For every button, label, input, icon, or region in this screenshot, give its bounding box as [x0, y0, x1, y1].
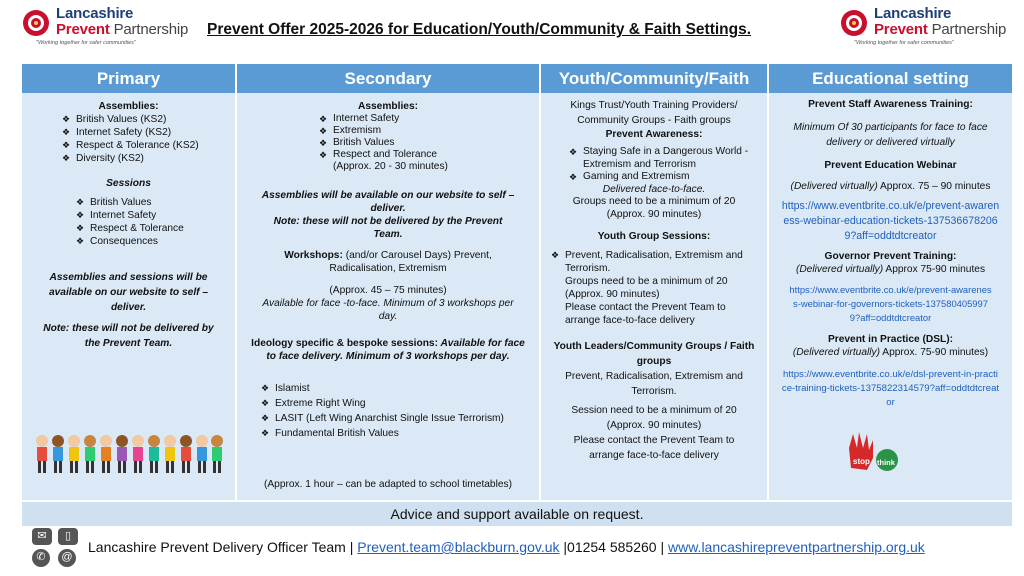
ideology-list — [261, 381, 531, 441]
mobile-icon: ▯ — [58, 528, 78, 545]
workshops-duration: (Approx. 45 – 75 minutes) — [329, 285, 447, 296]
ygs-duration: (Approx. 90 minutes) — [565, 289, 660, 300]
ideology-text: Ideology specific & bespoke sessions: Available for face to face delivery. Minimum of 3 workshops per day. — [251, 338, 525, 362]
ygs-list — [551, 249, 761, 275]
not-delivered-note: Note: these will not be delivered by the Prevent Team. — [43, 323, 214, 349]
think-label: think — [877, 458, 895, 467]
list-item: ❖ Diversity (KS2) — [62, 152, 227, 165]
list-item: ❖ Islamist — [261, 381, 531, 396]
rose-icon — [22, 9, 50, 37]
website-link[interactable]: www.lancashirepreventpartnership.org.uk — [668, 539, 925, 555]
column-educational-setting — [769, 64, 1012, 500]
stop-label: stop — [853, 457, 870, 466]
column-youth-community-faith — [541, 64, 767, 500]
awareness-title: Prevent Awareness: — [605, 129, 703, 140]
assemblies-list — [62, 113, 227, 165]
assemblies-title: Assemblies: — [98, 101, 159, 112]
dsl-link[interactable]: https://www.eventbrite.co.uk/e/dsl-prevent-in-practice-training-tickets-1375822314579?aff=oddtdtcreator — [781, 369, 1000, 408]
contact-icons — [32, 528, 84, 570]
advice-bar: Advice and support available on request. — [22, 502, 1012, 526]
logo-line2-rest: Partnership — [927, 21, 1007, 38]
ygs-contact: Please contact the Prevent Team to arrange face-to-face delivery — [565, 302, 726, 326]
leaders-min: Session need to be a minimum of 20 — [571, 405, 737, 416]
logo-left — [22, 6, 188, 47]
column-heading: Secondary — [237, 64, 539, 93]
leaders-duration: (Approx. 90 minutes) — [606, 420, 702, 431]
column-heading: Educational setting — [769, 64, 1012, 93]
assemblies-duration: (Approx. 20 - 30 minutes) — [333, 161, 448, 172]
column-heading: Primary — [22, 64, 235, 93]
child-figures — [36, 435, 223, 473]
webinar-link[interactable]: https://www.eventbrite.co.uk/e/prevent-awareness-webinar-education-tickets-1375366782069?aff=oddtdtcreator — [781, 200, 1000, 242]
self-deliver-note: Assemblies and sessions will be available on our website to self – deliver. — [48, 272, 209, 313]
groups-min: Groups need to be a minimum of 20 — [572, 196, 736, 207]
self-deliver-note: Assemblies will be available on our website to self – deliver. — [261, 190, 515, 214]
ygs-min: Groups need to be a minimum of 20 — [565, 276, 728, 287]
offer-grid — [22, 64, 1012, 500]
workshops-text: Workshops: (and/or Carousel Days) Prevent, Radicalisation, Extremism — [284, 250, 492, 274]
column-heading: Youth/Community/Faith — [541, 64, 767, 93]
logo-right — [840, 6, 1006, 47]
logo-line2-bold: Prevent — [56, 21, 110, 38]
list-item: ❖ Consequences — [76, 235, 227, 248]
governor-info: (Delivered virtually) Approx 75-90 minutes — [795, 264, 986, 275]
logo-line2-bold: Prevent — [874, 21, 928, 38]
workshops-label: Workshops: — [284, 250, 343, 261]
ideology-label: Ideology specific & bespoke sessions: — [251, 338, 438, 349]
list-item: ❖ Extreme Right Wing — [261, 396, 531, 411]
workshops-availability: Available for face -to-face. Minimum of 3 workshops per day. — [262, 298, 514, 322]
contact-line — [88, 539, 925, 555]
list-item: ❖ Gaming and Extremism — [569, 171, 761, 184]
logo-line1: Lancashire — [874, 5, 952, 22]
team-label: Lancashire Prevent Delivery Officer Team | — [88, 539, 358, 555]
email-link[interactable]: Prevent.team@blackburn.gov.uk — [357, 539, 560, 555]
list-item: ❖ Respect and Tolerance — [319, 149, 531, 161]
not-delivered-note: Note: these will not be delivered by the Prevent Team. — [273, 216, 503, 240]
list-item: ❖ British Values — [76, 196, 227, 209]
list-item: ❖ Internet Safety — [319, 113, 531, 125]
rose-icon — [840, 9, 868, 37]
stop-think-logo — [843, 428, 901, 474]
leaders-text: Prevent, Radicalisation, Extremism and Terrorism. — [565, 371, 743, 397]
ideology-duration: (Approx. 1 hour – can be adapted to school timetables) — [263, 479, 513, 490]
dsl-info: (Delivered virtually) Approx. 75-90 minutes) — [792, 347, 989, 358]
at-icon: @ — [58, 549, 76, 567]
sessions-list — [76, 196, 227, 248]
column-secondary — [237, 64, 539, 500]
list-item: ❖ Internet Safety (KS2) — [62, 126, 227, 139]
list-item: ❖ Staying Safe in a Dangerous World - Extremism and Terrorism — [569, 146, 761, 171]
page-title: Prevent Offer 2025-2026 for Education/Youth/Community & Faith Settings. — [207, 21, 752, 38]
ygs-title: Youth Group Sessions: — [597, 231, 711, 242]
dsl-title: Prevent in Practice (DSL): — [827, 334, 954, 345]
assemblies-title: Assemblies: — [357, 101, 419, 112]
list-item: ❖ Internet Safety — [76, 209, 227, 222]
webinar-info: (Delivered virtually) Approx. 75 – 90 minutes — [790, 181, 991, 192]
leaders-contact: Please contact the Prevent Team to arrange face-to-face delivery — [573, 435, 735, 461]
phone-number: |01254 585260 | — [559, 539, 668, 555]
phone-icon: ✆ — [32, 549, 50, 567]
governor-link[interactable]: https://www.eventbrite.co.uk/e/prevent-awareness-webinar-for-governors-tickets-1375804059979?aff=oddtdtcreator — [789, 284, 992, 323]
list-item: ❖ Fundamental British Values — [261, 426, 531, 441]
list-item: ❖ Respect & Tolerance (KS2) — [62, 139, 227, 152]
envelope-icon: ✉ — [32, 528, 52, 545]
leaders-title: Youth Leaders/Community Groups / Faith groups — [553, 341, 755, 367]
awareness-list — [569, 146, 761, 184]
staff-text: Minimum Of 30 participants for face to face delivery or delivered virtually — [793, 122, 988, 148]
children-illustration — [34, 433, 224, 475]
sessions-title: Sessions — [106, 178, 151, 189]
list-item: ❖ LASIT (Left Wing Anarchist Single Issue Terrorism) — [261, 411, 531, 426]
list-item: ❖ Extremism — [319, 125, 531, 137]
list-item: ❖ Respect & Tolerance — [76, 222, 227, 235]
list-item: ❖ British Values — [319, 137, 531, 149]
logo-line2-rest: Partnership — [109, 21, 189, 38]
list-item: ❖ British Values (KS2) — [62, 113, 227, 126]
column-primary — [22, 64, 235, 500]
logo-tagline: "Working together for safer communities" — [36, 40, 136, 46]
youth-intro: Kings Trust/Youth Training Providers/ Community Groups - Faith groups — [570, 100, 738, 126]
webinar-title: Prevent Education Webinar — [824, 160, 957, 171]
logo-line1: Lancashire — [56, 5, 134, 22]
delivered-note: Delivered face-to-face. — [602, 183, 706, 195]
staff-title: Prevent Staff Awareness Training: — [808, 99, 973, 110]
governor-title: Governor Prevent Training: — [824, 251, 957, 262]
list-item: ❖ Prevent, Radicalisation, Extremism and Terrorism. — [551, 249, 761, 275]
assemblies-list — [319, 113, 531, 161]
logo-tagline: "Working together for safer communities" — [854, 40, 954, 46]
awareness-duration: (Approx. 90 minutes) — [606, 208, 702, 220]
